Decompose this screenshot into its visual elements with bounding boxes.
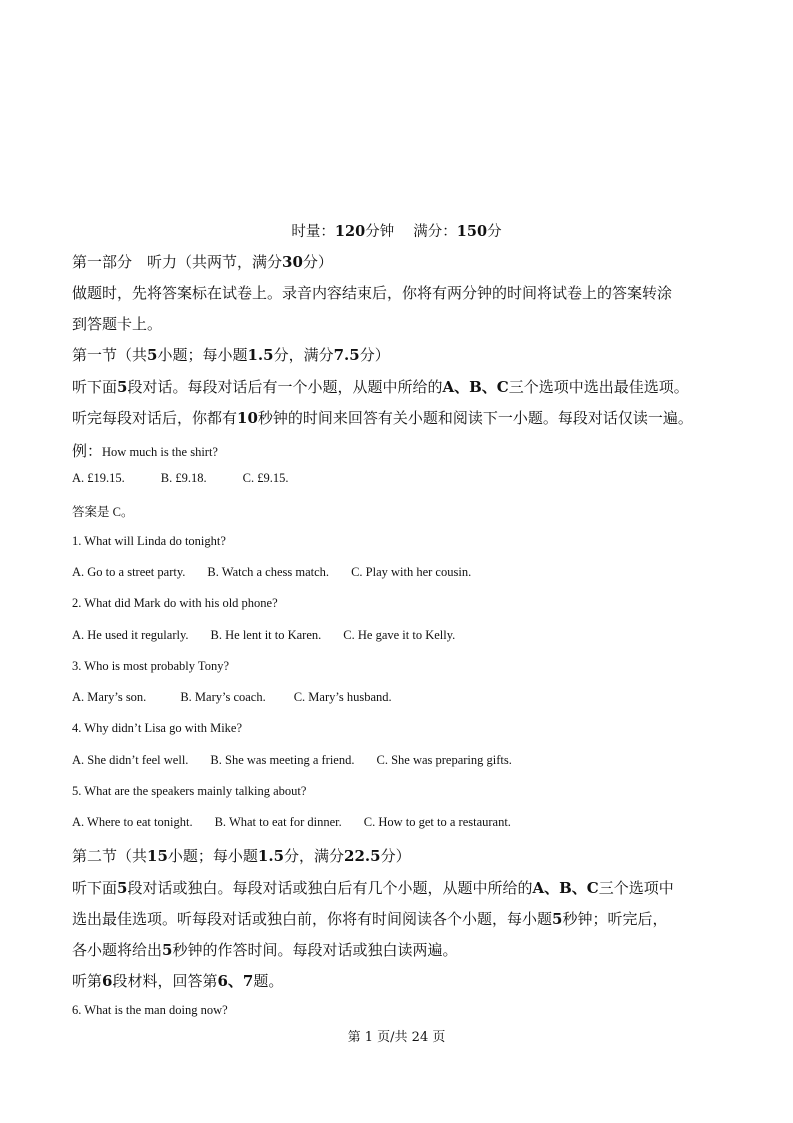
question-3-options: A. Mary’s son. B. Mary’s coach. C. Mary’s husband. [72,690,392,704]
section2-title: 第二节（共15小题；每小题1.5分，满分22.5分） [72,847,411,865]
question-4-options: A. She didn’t feel well. B. She was meeting a friend. C. She was preparing gifts. [72,753,512,767]
question-5: 5. What are the speakers mainly talking about? [72,784,307,798]
example-option-b: B. £9.18. [160,471,207,485]
page-footer: 第 1 页/共 24 页 [347,1030,446,1045]
time-value: 120 [334,223,366,240]
part1-instruction-line2: 到答题卡上。 [72,315,163,333]
example-question: 例：How much is the shirt? [72,444,218,460]
question-6: 6. What is the man doing now? [72,1003,228,1017]
part1-instruction-line1: 做题时，先将答案标在试卷上。录音内容结束后，你将有两分钟的时间将试卷上的答案转涂 [72,284,673,302]
question-3: 3. Who is most probably Tony? [72,659,229,673]
question-1: 1. What will Linda do tonight? [72,534,226,548]
exam-time-score-header [0,220,793,241]
example-option-c: C. £9.15. [242,471,289,485]
score-unit: 分 [487,224,502,240]
section1-instruction-line1: 听下面5段对话。每段对话后有一个小题，从题中所给的A、B、C三个选项中选出最佳选项。 [72,378,689,396]
example-options [72,471,310,486]
time-label: 时量： [291,224,335,240]
question-4: 4. Why didn’t Lisa go with Mike? [72,721,243,735]
score-label: 满分： [413,224,457,240]
section1-title: 第一节（共5小题；每小题1.5分，满分7.5分） [72,346,390,364]
example-option-a: A. £19.15. [72,471,125,485]
section2-instruction-line2: 选出最佳选项。听每段对话或独白前，你将有时间阅读各个小题，每小题5秒钟；听完后， [72,910,668,928]
time-unit: 分钟 [365,224,395,240]
section2-instruction-line3: 各小题将给出5秒钟的作答时间。每段对话或独白读两遍。 [72,941,458,959]
score-value: 150 [456,223,488,240]
part1-title: 第一部分 听力（共两节，满分30分） [72,253,333,271]
material-6-instruction: 听第6段材料，回答第6、7题。 [72,972,284,990]
section1-instruction-line2: 听完每段对话后，你都有10秒钟的时间来回答有关小题和阅读下一小题。每段对话仅读一遍。 [72,409,693,427]
question-1-options: A. Go to a street party. B. Watch a chess match. C. Play with her cousin. [72,565,472,579]
section2-instruction-line1: 听下面5段对话或独白。每段对话或独白后有几个小题，从题中所给的A、B、C三个选项中 [72,879,674,897]
question-2: 2. What did Mark do with his old phone? [72,596,278,610]
example-answer: 答案是 C。 [72,505,134,519]
question-2-options: A. He used it regularly. B. He lent it to Karen. C. He gave it to Kelly. [72,628,456,642]
question-5-options: A. Where to eat tonight. B. What to eat for dinner. C. How to get to a restaurant. [72,815,511,829]
